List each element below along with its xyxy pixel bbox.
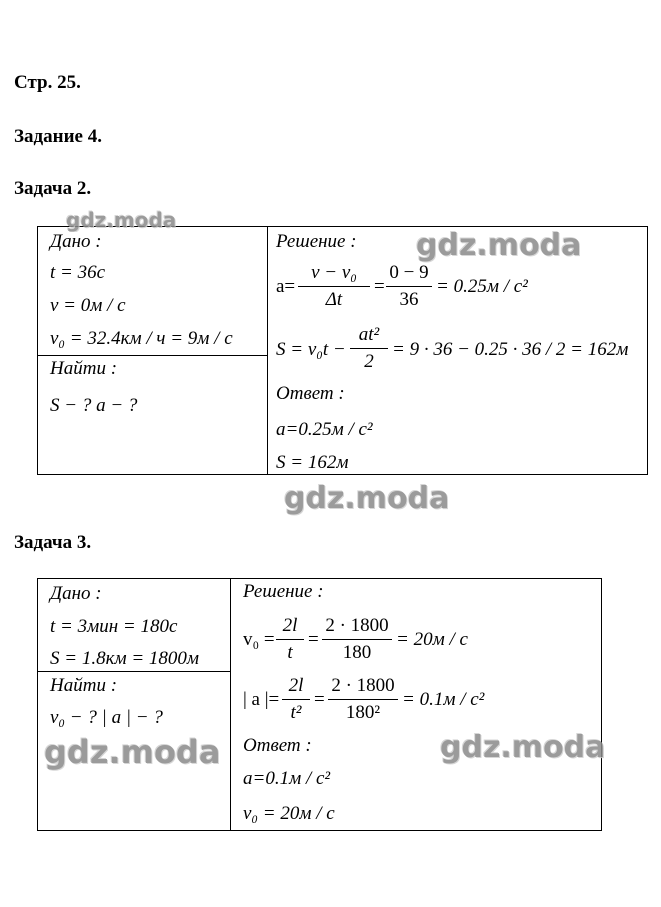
problem2-answer-s: S = 162м bbox=[276, 452, 349, 473]
fraction-bar bbox=[386, 286, 432, 287]
problem2-a-eq: = bbox=[374, 276, 385, 297]
problem2-a-frac2 bbox=[386, 262, 432, 311]
problem2-a-frac1-num: v − v₀ bbox=[311, 262, 357, 283]
problem2-s-frac-num: at² bbox=[358, 324, 380, 345]
problem3-v-frac1-den: t bbox=[287, 642, 293, 663]
problem3-answer-a: a=0.1м / с² bbox=[243, 768, 331, 789]
problem3-v-frac2 bbox=[322, 615, 392, 664]
problem2-divider bbox=[267, 226, 268, 475]
problem3-v-frac2-num: 2 · 1800 bbox=[325, 615, 389, 636]
problem3-a-frac2-num: 2 · 1800 bbox=[331, 675, 395, 696]
problem3-a-eq: = bbox=[314, 689, 325, 710]
problem3-title: Задача 3. bbox=[14, 532, 92, 553]
problem2-answer-title: Ответ : bbox=[276, 383, 345, 404]
problem2-s-frac bbox=[350, 324, 388, 373]
problem3-find: v₀ − ? | a | − ? bbox=[50, 707, 163, 728]
problem2-a-result: = 0.25м / с² bbox=[436, 276, 528, 297]
watermark: gdz.moda bbox=[44, 733, 221, 771]
watermark: gdz.moda bbox=[440, 730, 606, 765]
problem3-solution-title: Решение : bbox=[243, 581, 324, 602]
watermark: gdz.moda bbox=[66, 208, 177, 232]
fraction-bar bbox=[282, 699, 310, 700]
problem3-v-lhs: v₀ = bbox=[243, 629, 275, 650]
problem3-given-title: Дано : bbox=[50, 583, 102, 604]
problem2-given-line-1: t = 36с bbox=[50, 262, 106, 283]
task-label: Задание 4. bbox=[14, 126, 102, 147]
problem3-answer-title: Ответ : bbox=[243, 735, 312, 756]
fraction-bar bbox=[276, 639, 304, 640]
problem2-given-line-2: v = 0м / с bbox=[50, 295, 126, 316]
problem3-a-frac2-den: 180² bbox=[345, 702, 381, 723]
problem2-s-result: = 9 · 36 − 0.25 · 36 / 2 = 162м bbox=[392, 339, 629, 360]
problem3-a-lhs: | a |= bbox=[243, 689, 280, 710]
problem3-a-result: = 0.1м / с² bbox=[402, 689, 485, 710]
problem3-v-result: = 20м / с bbox=[396, 629, 468, 650]
problem3-a-frac2 bbox=[328, 675, 398, 724]
problem2-a-frac1-den: Δt bbox=[325, 289, 343, 310]
problem3-given-line-1: t = 3мин = 180с bbox=[50, 616, 178, 637]
problem2-given-title: Дано : bbox=[50, 231, 102, 252]
fraction-bar bbox=[298, 286, 370, 287]
problem3-find-title: Найти : bbox=[50, 675, 118, 696]
problem3-a-frac1-den: t² bbox=[290, 702, 302, 723]
watermark: gdz.moda bbox=[416, 228, 582, 263]
problem2-s-frac-den: 2 bbox=[364, 351, 374, 372]
problem3-v-eq: = bbox=[308, 629, 319, 650]
problem2-answer-a: a=0.25м / с² bbox=[276, 419, 373, 440]
problem3-given-line-2: S = 1.8км = 1800м bbox=[50, 648, 200, 669]
problem2-solution-title: Решение : bbox=[276, 231, 357, 252]
problem3-answer-v: v₀ = 20м / с bbox=[243, 803, 335, 824]
problem2-a-frac2-num: 0 − 9 bbox=[389, 262, 429, 283]
problem2-find: S − ? a − ? bbox=[50, 395, 138, 416]
watermark: gdz.moda bbox=[284, 481, 450, 516]
fraction-bar bbox=[322, 639, 392, 640]
fraction-bar bbox=[350, 348, 388, 349]
problem2-a-frac1 bbox=[298, 262, 370, 311]
problem3-v-frac1-num: 2l bbox=[282, 615, 298, 636]
problem2-title: Задача 2. bbox=[14, 178, 92, 199]
problem3-a-frac1-num: 2l bbox=[288, 675, 304, 696]
page-label: Стр. 25. bbox=[14, 72, 81, 93]
problem2-find-title: Найти : bbox=[50, 358, 118, 379]
problem3-a-frac1 bbox=[282, 675, 310, 724]
problem3-v-frac2-den: 180 bbox=[342, 642, 372, 663]
problem2-a-frac2-den: 36 bbox=[399, 289, 419, 310]
problem2-s-lhs: S = v₀t − bbox=[276, 339, 346, 360]
problem3-v-frac1 bbox=[276, 615, 304, 664]
fraction-bar bbox=[328, 699, 398, 700]
problem3-divider bbox=[230, 578, 231, 831]
problem2-a-lhs: a= bbox=[276, 276, 296, 297]
problem2-given-divider bbox=[37, 355, 268, 356]
problem2-given-line-3: v₀ = 32.4км / ч = 9м / с bbox=[50, 328, 233, 349]
problem3-given-divider bbox=[37, 671, 231, 672]
